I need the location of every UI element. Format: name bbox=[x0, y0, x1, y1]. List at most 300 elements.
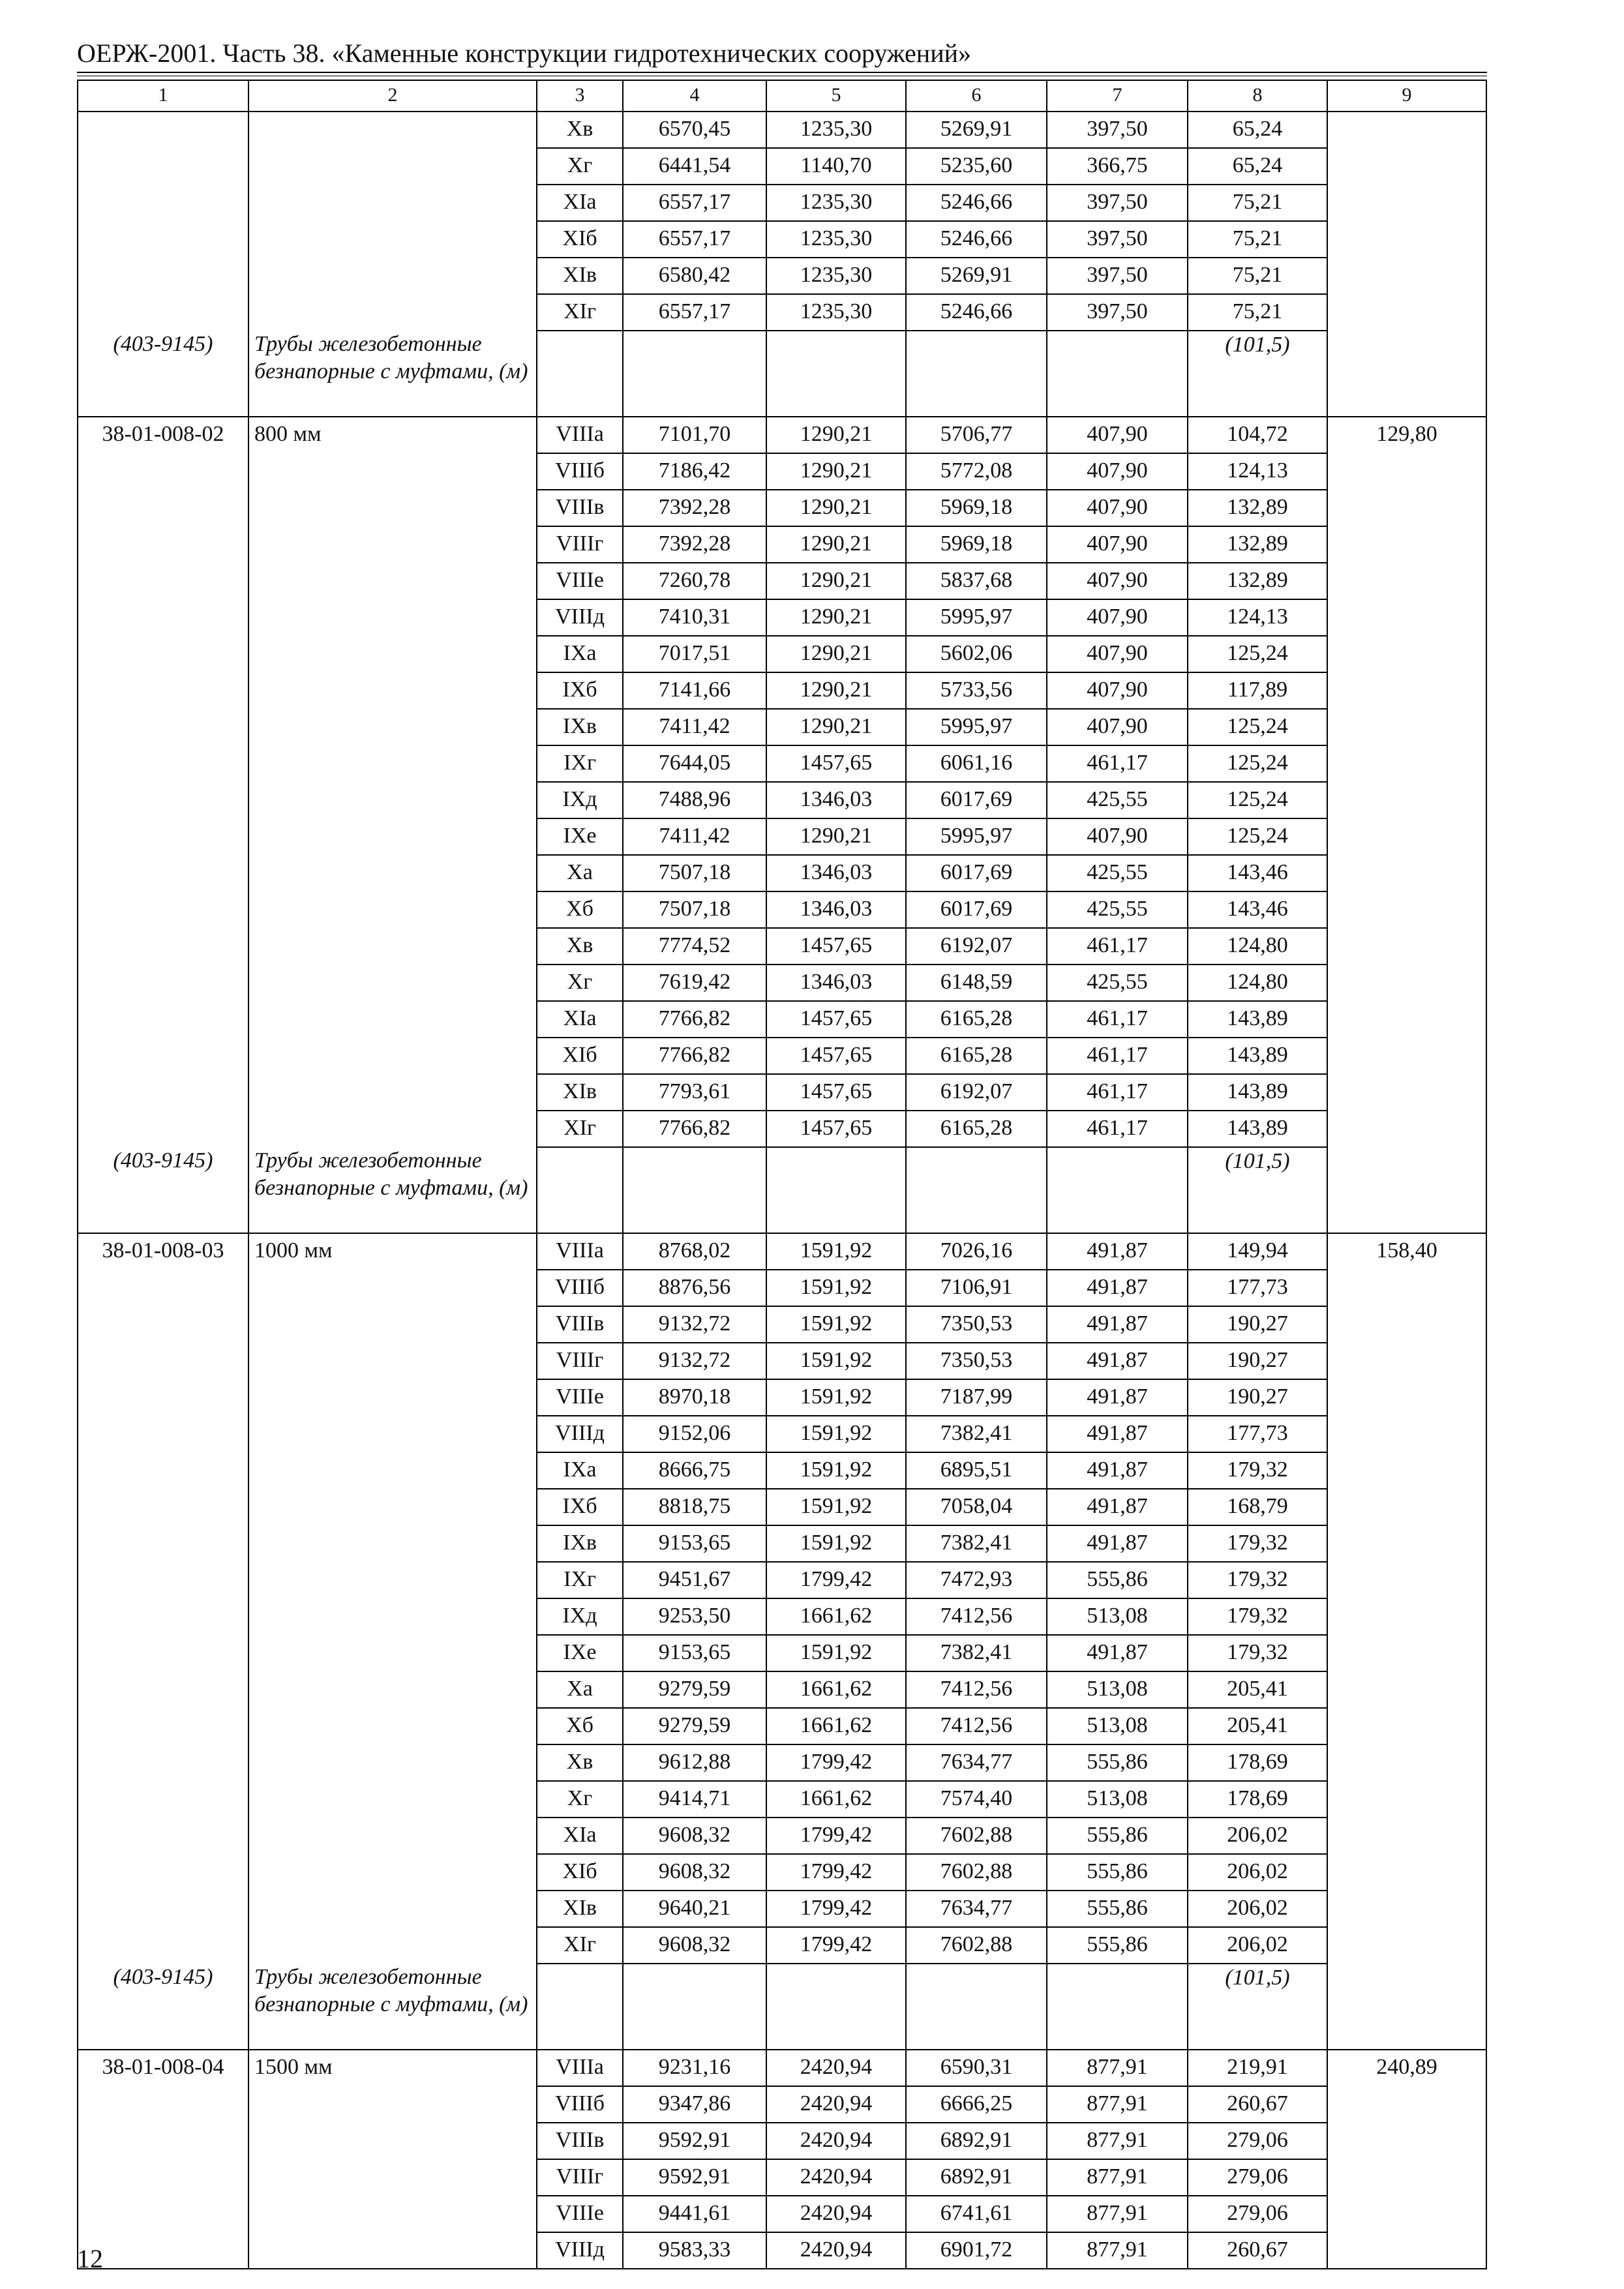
empty-cell bbox=[537, 331, 623, 417]
value-cell: 877,91 bbox=[1047, 2123, 1188, 2159]
zone-code: Хб bbox=[537, 1708, 623, 1744]
rate-code bbox=[78, 1074, 248, 1111]
materials-norm bbox=[1327, 258, 1486, 294]
table-row bbox=[78, 2159, 1486, 2196]
work-name: 800 мм bbox=[248, 417, 537, 453]
value-cell: 6165,28 bbox=[906, 1111, 1047, 1147]
rate-code bbox=[78, 891, 248, 928]
value-cell: 407,90 bbox=[1047, 526, 1188, 563]
zone-code: IХб bbox=[537, 1489, 623, 1525]
value-cell: 5969,18 bbox=[906, 526, 1047, 563]
value-cell: 9608,32 bbox=[623, 1854, 766, 1891]
table-row bbox=[78, 526, 1486, 563]
table-row bbox=[78, 1562, 1486, 1598]
materials-norm bbox=[1327, 1818, 1486, 1854]
zone-code: VIIIб bbox=[537, 453, 623, 490]
value-cell: 555,86 bbox=[1047, 1927, 1188, 1964]
value-cell: 2420,94 bbox=[766, 2232, 906, 2269]
value-cell: 8970,18 bbox=[623, 1379, 766, 1416]
rate-code bbox=[78, 1598, 248, 1635]
column-number: 3 bbox=[537, 80, 623, 112]
materials-norm bbox=[1327, 148, 1486, 185]
materials-norm bbox=[1327, 1854, 1486, 1891]
work-name bbox=[248, 2159, 537, 2196]
table-row bbox=[78, 563, 1486, 599]
value-cell: 1799,42 bbox=[766, 1854, 906, 1891]
empty-cell bbox=[1327, 1964, 1486, 2050]
table-row bbox=[78, 709, 1486, 745]
value-cell: 1235,30 bbox=[766, 185, 906, 221]
rate-code bbox=[78, 148, 248, 185]
value-cell: 491,87 bbox=[1047, 1416, 1188, 1452]
zone-code: ХIа bbox=[537, 1001, 623, 1038]
value-cell: 6192,07 bbox=[906, 928, 1047, 965]
materials-norm bbox=[1327, 2232, 1486, 2269]
work-name bbox=[248, 563, 537, 599]
value-cell: 9153,65 bbox=[623, 1635, 766, 1671]
materials-norm bbox=[1327, 1379, 1486, 1416]
value-cell: 6192,07 bbox=[906, 1074, 1047, 1111]
zone-code: VIIIд bbox=[537, 599, 623, 636]
value-cell: 555,86 bbox=[1047, 1854, 1188, 1891]
value-cell: 219,91 bbox=[1188, 2050, 1327, 2086]
page-header-title: ОЕРЖ-2001. Часть 38. «Каменные конструкции гидротехнических сооружений» bbox=[77, 38, 972, 68]
value-cell: 2420,94 bbox=[766, 2123, 906, 2159]
value-cell: 9612,88 bbox=[623, 1744, 766, 1781]
work-name bbox=[248, 1074, 537, 1111]
work-name bbox=[248, 1635, 537, 1671]
value-cell: 9347,86 bbox=[623, 2086, 766, 2123]
materials-norm bbox=[1327, 1744, 1486, 1781]
value-cell: 7412,56 bbox=[906, 1671, 1047, 1708]
value-cell: 491,87 bbox=[1047, 1379, 1188, 1416]
value-cell: 7574,40 bbox=[906, 1781, 1047, 1818]
materials-norm bbox=[1327, 1270, 1486, 1306]
materials-norm bbox=[1327, 453, 1486, 490]
table-row bbox=[78, 1270, 1486, 1306]
value-cell: 1661,62 bbox=[766, 1781, 906, 1818]
value-cell: 1290,21 bbox=[766, 709, 906, 745]
rate-code bbox=[78, 928, 248, 965]
rate-code bbox=[78, 2159, 248, 2196]
value-cell: 1591,92 bbox=[766, 1489, 906, 1525]
value-cell: 7026,16 bbox=[906, 1233, 1047, 1270]
value-cell: 6441,54 bbox=[623, 148, 766, 185]
value-cell: 6165,28 bbox=[906, 1038, 1047, 1074]
rate-code bbox=[78, 563, 248, 599]
zone-code: IХе bbox=[537, 818, 623, 855]
value-cell: 2420,94 bbox=[766, 2196, 906, 2232]
materials-norm bbox=[1327, 1562, 1486, 1598]
value-cell: 179,32 bbox=[1188, 1562, 1327, 1598]
work-name bbox=[248, 672, 537, 709]
table-row bbox=[78, 672, 1486, 709]
rates-table bbox=[77, 80, 1487, 2269]
work-name bbox=[248, 1111, 537, 1147]
value-cell: 206,02 bbox=[1188, 1891, 1327, 1927]
value-cell: 1346,03 bbox=[766, 965, 906, 1001]
value-cell: 7350,53 bbox=[906, 1343, 1047, 1379]
work-name bbox=[248, 1854, 537, 1891]
value-cell: 9231,16 bbox=[623, 2050, 766, 2086]
rate-code bbox=[78, 1818, 248, 1854]
value-cell: 6165,28 bbox=[906, 1001, 1047, 1038]
material-note-row bbox=[78, 1147, 1486, 1233]
empty-cell bbox=[1047, 331, 1188, 417]
zone-code: Хг bbox=[537, 148, 623, 185]
value-cell: 8818,75 bbox=[623, 1489, 766, 1525]
value-cell: 407,90 bbox=[1047, 453, 1188, 490]
value-cell: 9608,32 bbox=[623, 1927, 766, 1964]
value-cell: 143,89 bbox=[1188, 1038, 1327, 1074]
value-cell: 1290,21 bbox=[766, 526, 906, 563]
materials-norm bbox=[1327, 891, 1486, 928]
value-cell: 1457,65 bbox=[766, 928, 906, 965]
value-cell: 425,55 bbox=[1047, 891, 1188, 928]
zone-code: IХа bbox=[537, 636, 623, 672]
value-cell: 205,41 bbox=[1188, 1671, 1327, 1708]
value-cell: 7619,42 bbox=[623, 965, 766, 1001]
value-cell: 1591,92 bbox=[766, 1270, 906, 1306]
value-cell: 7472,93 bbox=[906, 1562, 1047, 1598]
materials-norm bbox=[1327, 2196, 1486, 2232]
value-cell: 7412,56 bbox=[906, 1708, 1047, 1744]
value-cell: 1591,92 bbox=[766, 1452, 906, 1489]
value-cell: 407,90 bbox=[1047, 818, 1188, 855]
table-row bbox=[78, 1927, 1486, 1964]
value-cell: 1799,42 bbox=[766, 1891, 906, 1927]
value-cell: 6148,59 bbox=[906, 965, 1047, 1001]
work-name bbox=[248, 258, 537, 294]
column-number: 2 bbox=[248, 80, 537, 112]
value-cell: 260,67 bbox=[1188, 2232, 1327, 2269]
value-cell: 555,86 bbox=[1047, 1818, 1188, 1854]
rate-code bbox=[78, 490, 248, 526]
note-text: Трубы железобетонные безнапорные с муфтами, (м) bbox=[248, 331, 537, 417]
rate-code bbox=[78, 1379, 248, 1416]
value-cell: 7766,82 bbox=[623, 1038, 766, 1074]
value-cell: 407,90 bbox=[1047, 563, 1188, 599]
value-cell: 555,86 bbox=[1047, 1562, 1188, 1598]
value-cell: 1591,92 bbox=[766, 1233, 906, 1270]
rate-code bbox=[78, 221, 248, 258]
value-cell: 7774,52 bbox=[623, 928, 766, 965]
zone-code: VIIIе bbox=[537, 2196, 623, 2232]
empty-cell bbox=[623, 1147, 766, 1233]
materials-norm bbox=[1327, 1074, 1486, 1111]
work-name bbox=[248, 1270, 537, 1306]
work-name bbox=[248, 526, 537, 563]
work-name bbox=[248, 636, 537, 672]
materials-norm bbox=[1327, 745, 1486, 782]
value-cell: 513,08 bbox=[1047, 1781, 1188, 1818]
value-cell: 1591,92 bbox=[766, 1635, 906, 1671]
value-cell: 5995,97 bbox=[906, 599, 1047, 636]
value-cell: 407,90 bbox=[1047, 599, 1188, 636]
value-cell: 5235,60 bbox=[906, 148, 1047, 185]
value-cell: 5246,66 bbox=[906, 221, 1047, 258]
value-cell: 260,67 bbox=[1188, 2086, 1327, 2123]
rate-code bbox=[78, 855, 248, 891]
work-name bbox=[248, 1306, 537, 1343]
note-text: Трубы железобетонные безнапорные с муфтами, (м) bbox=[248, 1964, 537, 2050]
rate-code bbox=[78, 1708, 248, 1744]
value-cell: 491,87 bbox=[1047, 1306, 1188, 1343]
value-cell: 7411,42 bbox=[623, 709, 766, 745]
table-row bbox=[78, 1452, 1486, 1489]
value-cell: 6017,69 bbox=[906, 855, 1047, 891]
table-row bbox=[78, 745, 1486, 782]
value-cell: 5733,56 bbox=[906, 672, 1047, 709]
value-cell: 6017,69 bbox=[906, 782, 1047, 818]
table-row bbox=[78, 1074, 1486, 1111]
value-cell: 407,90 bbox=[1047, 417, 1188, 453]
value-cell: 8876,56 bbox=[623, 1270, 766, 1306]
value-cell: 1661,62 bbox=[766, 1708, 906, 1744]
materials-norm bbox=[1327, 1452, 1486, 1489]
empty-cell bbox=[766, 331, 906, 417]
materials-norm bbox=[1327, 1525, 1486, 1562]
table-row bbox=[78, 1416, 1486, 1452]
value-cell: 513,08 bbox=[1047, 1671, 1188, 1708]
work-name bbox=[248, 1416, 537, 1452]
table-row bbox=[78, 1635, 1486, 1671]
value-cell: 104,72 bbox=[1188, 417, 1327, 453]
rate-code bbox=[78, 965, 248, 1001]
value-cell: 491,87 bbox=[1047, 1452, 1188, 1489]
zone-code: IХв bbox=[537, 1525, 623, 1562]
value-cell: 9253,50 bbox=[623, 1598, 766, 1635]
table-row bbox=[78, 1854, 1486, 1891]
value-cell: 6580,42 bbox=[623, 258, 766, 294]
value-cell: 132,89 bbox=[1188, 490, 1327, 526]
value-cell: 7101,70 bbox=[623, 417, 766, 453]
value-cell: 6901,72 bbox=[906, 2232, 1047, 2269]
value-cell: 179,32 bbox=[1188, 1452, 1327, 1489]
zone-code: ХIг bbox=[537, 1111, 623, 1147]
rate-code bbox=[78, 1562, 248, 1598]
value-cell: 5602,06 bbox=[906, 636, 1047, 672]
value-cell: 9592,91 bbox=[623, 2159, 766, 2196]
value-cell: 6557,17 bbox=[623, 294, 766, 331]
value-cell: 461,17 bbox=[1047, 745, 1188, 782]
value-cell: 124,80 bbox=[1188, 965, 1327, 1001]
value-cell: 6666,25 bbox=[906, 2086, 1047, 2123]
table-row bbox=[78, 294, 1486, 331]
work-name bbox=[248, 453, 537, 490]
work-name bbox=[248, 855, 537, 891]
rate-code bbox=[78, 526, 248, 563]
zone-code: IХд bbox=[537, 782, 623, 818]
value-cell: 513,08 bbox=[1047, 1708, 1188, 1744]
empty-cell bbox=[1047, 1964, 1188, 2050]
value-cell: 1235,30 bbox=[766, 294, 906, 331]
materials-norm: 240,89 bbox=[1327, 2050, 1486, 2086]
rate-code bbox=[78, 782, 248, 818]
table-row bbox=[78, 2196, 1486, 2232]
materials-norm bbox=[1327, 112, 1486, 148]
work-name bbox=[248, 112, 537, 148]
work-name bbox=[248, 1744, 537, 1781]
value-cell: 8768,02 bbox=[623, 1233, 766, 1270]
work-name bbox=[248, 818, 537, 855]
value-cell: 5706,77 bbox=[906, 417, 1047, 453]
value-cell: 143,89 bbox=[1188, 1074, 1327, 1111]
zone-code: ХIг bbox=[537, 294, 623, 331]
zone-code: Ха bbox=[537, 855, 623, 891]
zone-code: Хв bbox=[537, 928, 623, 965]
work-name bbox=[248, 1818, 537, 1854]
value-cell: 1346,03 bbox=[766, 891, 906, 928]
value-cell: 7410,31 bbox=[623, 599, 766, 636]
value-cell: 9592,91 bbox=[623, 2123, 766, 2159]
value-cell: 1799,42 bbox=[766, 1562, 906, 1598]
materials-norm bbox=[1327, 1781, 1486, 1818]
value-cell: 124,13 bbox=[1188, 599, 1327, 636]
value-cell: 177,73 bbox=[1188, 1270, 1327, 1306]
work-name bbox=[248, 1379, 537, 1416]
table-row bbox=[78, 221, 1486, 258]
work-name bbox=[248, 490, 537, 526]
materials-norm bbox=[1327, 526, 1486, 563]
zone-code: IХа bbox=[537, 1452, 623, 1489]
materials-norm bbox=[1327, 2086, 1486, 2123]
table-row bbox=[78, 148, 1486, 185]
rate-code bbox=[78, 112, 248, 148]
table-row bbox=[78, 258, 1486, 294]
rate-code bbox=[78, 2196, 248, 2232]
rate-code bbox=[78, 1111, 248, 1147]
materials-norm bbox=[1327, 672, 1486, 709]
rate-code bbox=[78, 1927, 248, 1964]
zone-code: VIIIг bbox=[537, 1343, 623, 1379]
note-code: (403-9145) bbox=[78, 1964, 248, 2050]
materials-norm bbox=[1327, 185, 1486, 221]
zone-code: VIIIв bbox=[537, 1306, 623, 1343]
value-cell: 6061,16 bbox=[906, 745, 1047, 782]
value-cell: 9279,59 bbox=[623, 1671, 766, 1708]
materials-norm bbox=[1327, 1038, 1486, 1074]
value-cell: 7392,28 bbox=[623, 490, 766, 526]
zone-code: Ха bbox=[537, 1671, 623, 1708]
value-cell: 1457,65 bbox=[766, 1038, 906, 1074]
value-cell: 6892,91 bbox=[906, 2159, 1047, 2196]
table-row bbox=[78, 1525, 1486, 1562]
value-cell: 279,06 bbox=[1188, 2159, 1327, 2196]
value-cell: 178,69 bbox=[1188, 1781, 1327, 1818]
value-cell: 1591,92 bbox=[766, 1379, 906, 1416]
materials-norm bbox=[1327, 855, 1486, 891]
value-cell: 461,17 bbox=[1047, 1038, 1188, 1074]
empty-cell bbox=[537, 1147, 623, 1233]
value-cell: 491,87 bbox=[1047, 1233, 1188, 1270]
table-row bbox=[78, 1708, 1486, 1744]
work-name bbox=[248, 294, 537, 331]
zone-code: ХIб bbox=[537, 1854, 623, 1891]
value-cell: 491,87 bbox=[1047, 1489, 1188, 1525]
value-cell: 7644,05 bbox=[623, 745, 766, 782]
work-name bbox=[248, 2232, 537, 2269]
value-cell: 7350,53 bbox=[906, 1306, 1047, 1343]
value-cell: 425,55 bbox=[1047, 965, 1188, 1001]
value-cell: 206,02 bbox=[1188, 1854, 1327, 1891]
value-cell: 1290,21 bbox=[766, 672, 906, 709]
table-row bbox=[78, 2050, 1486, 2086]
column-number: 1 bbox=[78, 80, 248, 112]
rate-code bbox=[78, 599, 248, 636]
materials-norm bbox=[1327, 1416, 1486, 1452]
zone-code: VIIIа bbox=[537, 2050, 623, 2086]
table-row bbox=[78, 1598, 1486, 1635]
materials-norm bbox=[1327, 1891, 1486, 1927]
value-cell: 6741,61 bbox=[906, 2196, 1047, 2232]
value-cell: 397,50 bbox=[1047, 112, 1188, 148]
table-row bbox=[78, 490, 1486, 526]
column-number: 6 bbox=[906, 80, 1047, 112]
table-row bbox=[78, 599, 1486, 636]
zone-code: VIIIб bbox=[537, 1270, 623, 1306]
value-cell: 1290,21 bbox=[766, 563, 906, 599]
work-name bbox=[248, 2086, 537, 2123]
value-cell: 555,86 bbox=[1047, 1891, 1188, 1927]
rate-code bbox=[78, 818, 248, 855]
rate-code bbox=[78, 1489, 248, 1525]
value-cell: 206,02 bbox=[1188, 1927, 1327, 1964]
work-name bbox=[248, 1038, 537, 1074]
rate-code bbox=[78, 1001, 248, 1038]
value-cell: 877,91 bbox=[1047, 2159, 1188, 2196]
empty-cell bbox=[906, 1147, 1047, 1233]
header-rule bbox=[77, 72, 1487, 76]
empty-cell bbox=[1327, 331, 1486, 417]
note-quantity: (101,5) bbox=[1188, 1147, 1327, 1233]
column-number: 8 bbox=[1188, 80, 1327, 112]
table-row bbox=[78, 818, 1486, 855]
value-cell: 1457,65 bbox=[766, 1074, 906, 1111]
table-row bbox=[78, 1111, 1486, 1147]
note-quantity: (101,5) bbox=[1188, 1964, 1327, 2050]
value-cell: 6017,69 bbox=[906, 891, 1047, 928]
table-row bbox=[78, 782, 1486, 818]
value-cell: 65,24 bbox=[1188, 148, 1327, 185]
zone-code: Хг bbox=[537, 1781, 623, 1818]
table-row bbox=[78, 1489, 1486, 1525]
zone-code: ХIб bbox=[537, 1038, 623, 1074]
empty-cell bbox=[766, 1147, 906, 1233]
value-cell: 75,21 bbox=[1188, 294, 1327, 331]
value-cell: 125,24 bbox=[1188, 709, 1327, 745]
value-cell: 1661,62 bbox=[766, 1598, 906, 1635]
value-cell: 877,91 bbox=[1047, 2050, 1188, 2086]
zone-code: IХг bbox=[537, 745, 623, 782]
work-name bbox=[248, 891, 537, 928]
value-cell: 7602,88 bbox=[906, 1854, 1047, 1891]
table-row bbox=[78, 1818, 1486, 1854]
table-row bbox=[78, 928, 1486, 965]
value-cell: 407,90 bbox=[1047, 672, 1188, 709]
rate-code: 38-01-008-02 bbox=[78, 417, 248, 453]
value-cell: 555,86 bbox=[1047, 1744, 1188, 1781]
value-cell: 1346,03 bbox=[766, 782, 906, 818]
value-cell: 1591,92 bbox=[766, 1525, 906, 1562]
value-cell: 7412,56 bbox=[906, 1598, 1047, 1635]
table-row bbox=[78, 1671, 1486, 1708]
value-cell: 179,32 bbox=[1188, 1598, 1327, 1635]
table-row bbox=[78, 2123, 1486, 2159]
value-cell: 205,41 bbox=[1188, 1708, 1327, 1744]
value-cell: 407,90 bbox=[1047, 490, 1188, 526]
value-cell: 7058,04 bbox=[906, 1489, 1047, 1525]
